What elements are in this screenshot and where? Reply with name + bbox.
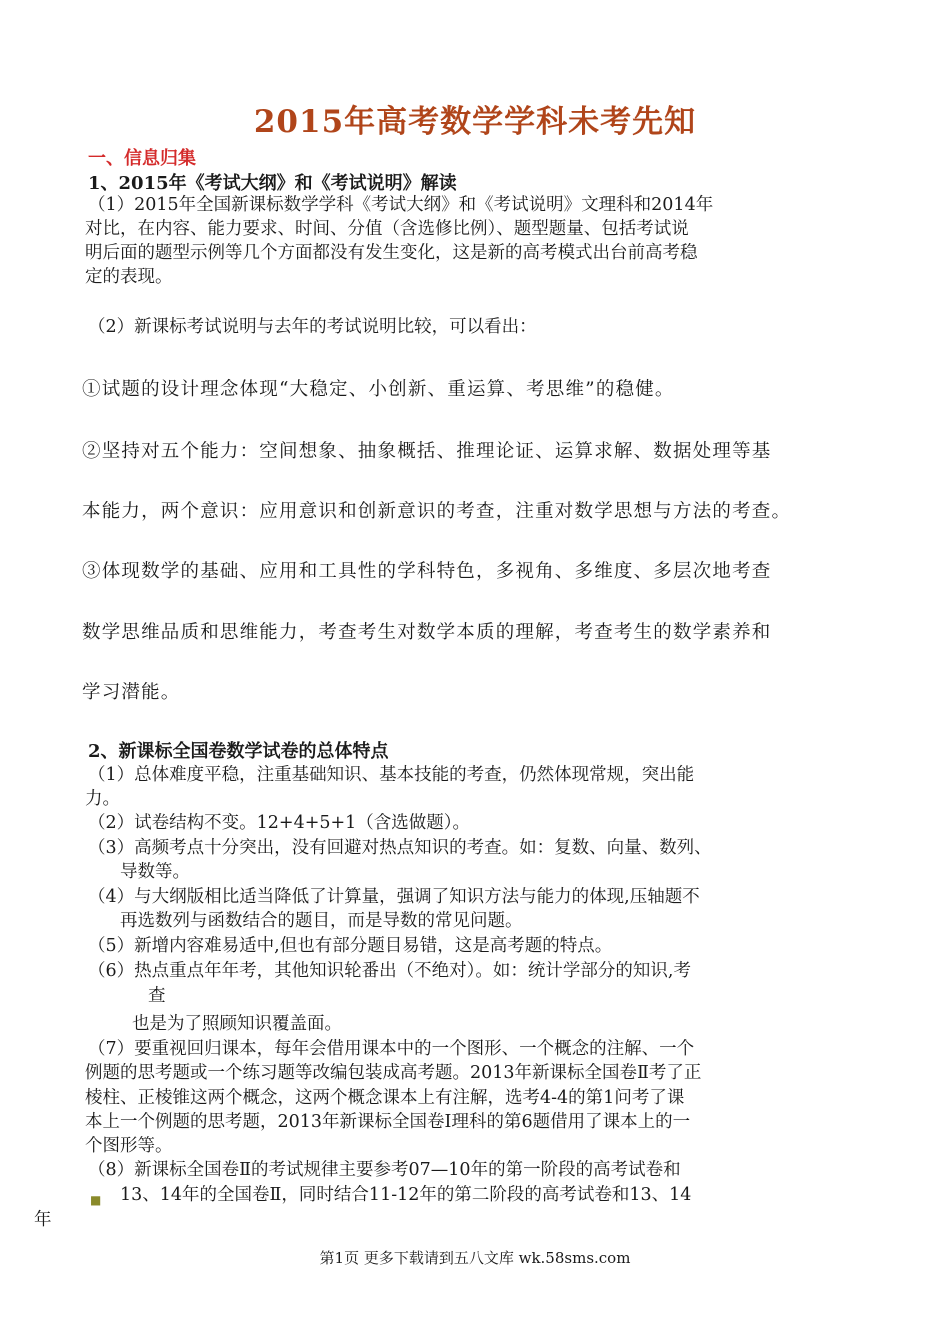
subsection-heading-1: 1、2015年《考试大纲》和《考试说明》解读 xyxy=(88,173,457,194)
feature-line: （3）高频考点十分突出，没有回避对热点知识的考查。如：复数、向量、数列、 xyxy=(88,838,712,858)
page-footer: 第1页 更多下载请到五八文库 wk.58sms.com xyxy=(319,1249,631,1267)
feature-line: （7）要重视回归课本，每年会借用课本中的一个图形、一个概念的注解、一个 xyxy=(88,1039,695,1059)
subsection-heading-2: 2、新课标全国卷数学试卷的总体特点 xyxy=(88,741,389,762)
list-item: ③体现数学的基础、应用和工具性的学科特色，多视角、多维度、多层次地考查 xyxy=(82,561,772,582)
feature-line: （1）总体难度平稳，注重基础知识、基本技能的考查，仍然体现常规，突出能 xyxy=(88,765,695,785)
list-item: ②坚持对五个能力：空间想象、抽象概括、推理论证、运算求解、数据处理等基 xyxy=(82,441,772,462)
feature-line: 导数等。 xyxy=(120,862,190,882)
feature-line: （4）与大纲版相比适当降低了计算量，强调了知识方法与能力的体现,压轴题不 xyxy=(88,887,700,907)
list-item: 数学思维品质和思维能力，考查考生对数学本质的理解，考查考生的数学素养和 xyxy=(82,622,772,643)
document-title: 2015年高考数学学科未考先知 xyxy=(253,104,697,140)
section-heading: 一、信息归集 xyxy=(88,148,196,169)
list-item: ①试题的设计理念体现“大稳定、小创新、重运算、考思维”的稳健。 xyxy=(82,379,675,400)
feature-line: 查 xyxy=(148,986,166,1006)
feature-line: （5）新增内容难易适中,但也有部分题目易错，这是高考题的特点。 xyxy=(88,936,613,956)
paragraph-line: （2）新课标考试说明与去年的考试说明比较，可以看出： xyxy=(88,317,537,337)
paragraph-line: 对比，在内容、能力要求、时间、分值（含选修比例）、题型题量、包括考试说 xyxy=(85,219,689,239)
feature-line: 个图形等。 xyxy=(85,1136,173,1156)
paragraph-line: 定的表现。 xyxy=(85,267,173,287)
feature-line: 再选数列与函数结合的题目，而是导数的常见问题。 xyxy=(120,911,523,931)
decorative-mark: ■ xyxy=(90,1193,102,1207)
feature-line: 年 xyxy=(34,1210,52,1230)
feature-line: 13、14年的全国卷Ⅱ，同时结合11-12年的第二阶段的高考试卷和13、14 xyxy=(120,1185,692,1205)
feature-line: 力。 xyxy=(85,789,120,809)
paragraph-line: （1）2015年全国新课标数学学科《考试大纲》和《考试说明》文理科和2014年 xyxy=(88,195,714,215)
feature-line: 棱柱、正棱锥这两个概念，这两个概念课本上有注解，选考4-4的第1问考了课 xyxy=(85,1088,685,1108)
feature-line: 例题的思考题或一个练习题等改编包装成高考题。2013年新课标全国卷Ⅱ考了正 xyxy=(85,1063,702,1083)
feature-line: （6）热点重点年年考，其他知识轮番出（不绝对）。如：统计学部分的知识,考 xyxy=(88,961,691,981)
feature-line: （2）试卷结构不变。12+4+5+1（含选做题）。 xyxy=(88,813,471,833)
list-item: 本能力，两个意识：应用意识和创新意识的考查，注重对数学思想与方法的考查。 xyxy=(82,501,792,522)
feature-line: 也是为了照顾知识覆盖面。 xyxy=(132,1014,342,1034)
list-item: 学习潜能。 xyxy=(82,682,181,703)
paragraph-line: 明后面的题型示例等几个方面都没有发生变化，这是新的高考模式出台前高考稳 xyxy=(85,243,698,263)
feature-line: 本上一个例题的思考题，2013年新课标全国卷Ⅰ理科的第6题借用了课本上的一 xyxy=(85,1112,691,1132)
feature-line: （8）新课标全国卷Ⅱ的考试规律主要参考07—10年的第一阶段的高考试卷和 xyxy=(88,1160,681,1180)
